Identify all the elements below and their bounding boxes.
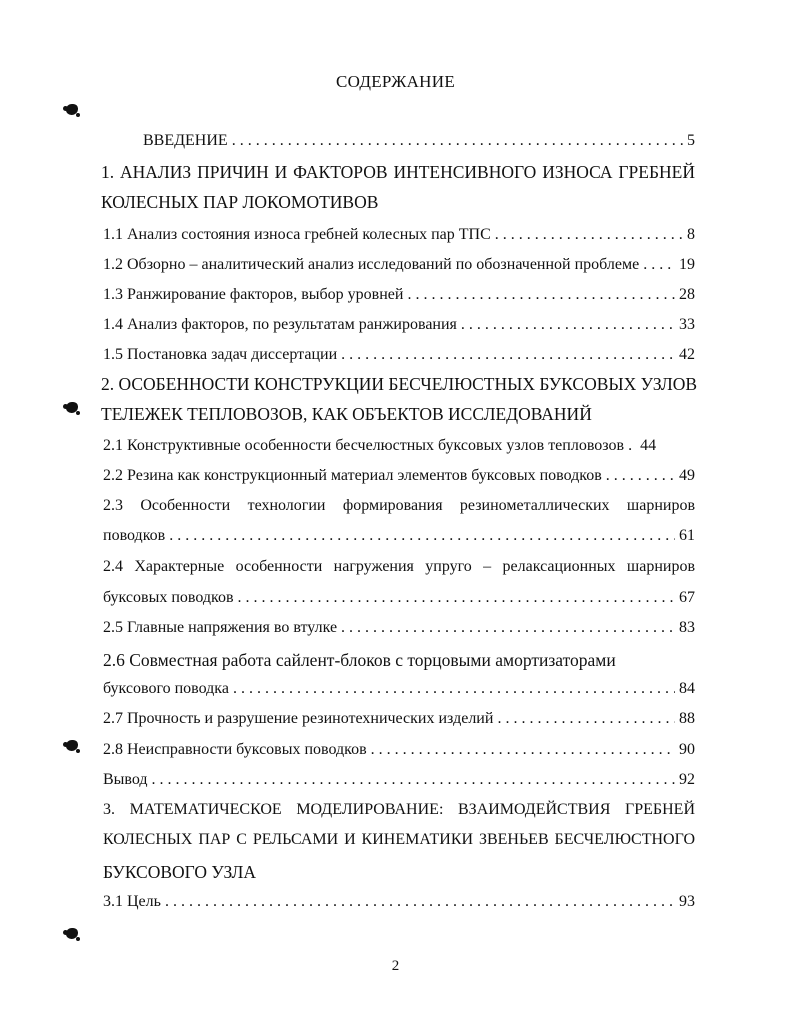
ink-blot <box>66 740 78 751</box>
toc-entry-2-1[interactable] <box>103 437 695 455</box>
chapter-3-heading-cont[interactable]: КОЛЕСНЫХ ПАР С РЕЛЬСАМИ И КИНЕМАТИКИ ЗВЕНЬЕВ БЕСЧЕЛЮСТНОГО <box>103 831 695 848</box>
toc-entry-page: 28 <box>679 286 695 303</box>
toc-entry-label: 1.1 Анализ состояния износа гребней колесных пар ТПС <box>103 226 491 243</box>
toc-entry-page: 92 <box>679 771 695 788</box>
toc-entry-label: 2.5 Главные напряжения во втулке <box>103 619 338 636</box>
toc-entry-1-1[interactable] <box>103 226 695 244</box>
page-number: 2 <box>391 958 400 974</box>
toc-entry-label: 2.1 Конструктивные особенности бесчелюстных буксовых узлов тепловозов <box>103 437 625 454</box>
toc-entry-page: 83 <box>679 619 695 636</box>
leader-dots <box>606 467 675 485</box>
toc-entry-page: 5 <box>687 132 695 149</box>
leader-dots <box>497 710 675 728</box>
toc-entry-2-4[interactable]: 2.4 Характерные особенности нагружения упруго – релаксационных шарниров <box>103 558 695 575</box>
leader-dots <box>233 680 675 698</box>
toc-entry-1-3[interactable] <box>103 286 695 304</box>
leader-dots <box>341 346 675 364</box>
toc-entry-page: 90 <box>679 741 695 758</box>
toc-entry-1-5[interactable] <box>103 346 695 364</box>
toc-entry-2-6[interactable]: 2.6 Совместная работа сайлент-блоков с торцовыми амортизаторами <box>103 650 616 670</box>
toc-entry-label: ВВЕДЕНИЕ <box>143 132 228 149</box>
toc-entry-label: 1.3 Ранжирование факторов, выбор уровней <box>103 286 404 303</box>
chapter-1-heading-cont[interactable]: КОЛЕСНЫХ ПАР ЛОКОМОТИВОВ <box>101 192 379 212</box>
toc-entry-2-5[interactable] <box>103 619 695 637</box>
toc-entry-label: 3.1 Цель <box>103 893 161 910</box>
chapter-2-heading[interactable]: 2. ОСОБЕННОСТИ КОНСТРУКЦИИ БЕСЧЕЛЮСТНЫХ БУКСОВЫХ УЗЛОВ <box>101 374 698 394</box>
ink-blot <box>66 928 78 939</box>
chapter-2-heading-cont[interactable]: ТЕЛЕЖЕК ТЕПЛОВОЗОВ, КАК ОБЪЕКТОВ ИССЛЕДОВАНИЙ <box>101 404 592 424</box>
toc-entry-page: 8 <box>687 226 695 243</box>
toc-entry-page: 44 <box>640 437 657 454</box>
toc-entry-2-8[interactable] <box>103 741 695 759</box>
toc-entry-conclusion[interactable] <box>103 771 695 789</box>
chapter-1-heading[interactable]: 1. АНАЛИЗ ПРИЧИН И ФАКТОРОВ ИНТЕНСИВНОГО ИЗНОСА ГРЕБНЕЙ <box>101 162 695 182</box>
toc-entry-label: 2.2 Резина как конструкционный материал элементов буксовых поводков <box>103 467 602 484</box>
toc-entry-page: 42 <box>679 346 695 363</box>
leader-dots <box>407 286 675 304</box>
toc-entry-page: 67 <box>679 589 695 606</box>
toc-entry-page: 93 <box>679 893 695 910</box>
toc-entry-label: 2.7 Прочность и разрушение резинотехнических изделий <box>103 710 494 727</box>
toc-entry-page: 84 <box>679 680 695 697</box>
toc-entry-1-4[interactable] <box>103 316 695 334</box>
toc-entry-page: 49 <box>679 467 695 484</box>
leader-dots <box>152 771 675 789</box>
toc-entry-label: 1.4 Анализ факторов, по результатам ранжирования <box>103 316 457 333</box>
toc-entry-3-1[interactable] <box>103 893 695 911</box>
leader-dots <box>165 893 675 911</box>
toc-entry-label: буксовых поводков <box>103 589 234 606</box>
ink-blot <box>66 402 78 413</box>
chapter-3-heading-cont2[interactable]: БУКСОВОГО УЗЛА <box>103 862 257 882</box>
toc-entry-label: 2.8 Неисправности буксовых поводков <box>103 741 367 758</box>
toc-entry-2-6-cont[interactable] <box>103 680 695 698</box>
chapter-3-heading[interactable]: 3. МАТЕМАТИЧЕСКОЕ МОДЕЛИРОВАНИЕ: ВЗАИМОДЕЙСТВИЯ ГРЕБНЕЙ <box>103 801 695 818</box>
toc-entry-intro[interactable] <box>143 132 695 150</box>
toc-entry-page: 33 <box>679 316 695 333</box>
toc-entry-2-3-cont[interactable] <box>103 527 695 545</box>
leader-dots <box>643 256 675 274</box>
ink-blot <box>66 104 78 115</box>
toc-entry-2-3[interactable]: 2.3 Особенности технологии формирования резинометаллических шарниров <box>103 497 695 514</box>
toc-entry-2-7[interactable] <box>103 710 695 728</box>
toc-entry-2-2[interactable] <box>103 467 695 485</box>
toc-entry-label: 1.2 Обзорно – аналитический анализ исследований по обозначенной проблеме <box>103 256 640 273</box>
toc-entry-page: 88 <box>679 710 695 727</box>
leader-dots <box>169 527 675 545</box>
toc-entry-label: Вывод <box>103 771 148 788</box>
leader-dots <box>341 619 675 637</box>
toc-entry-label: буксового поводка <box>103 680 229 697</box>
leader-dots <box>371 741 675 759</box>
toc-title: СОДЕРЖАНИЕ <box>335 72 456 91</box>
toc-entry-2-4-cont[interactable] <box>103 589 695 607</box>
toc-entry-page: 19 <box>679 256 695 273</box>
leader-dots <box>238 589 675 607</box>
toc-entry-label: поводков <box>103 527 166 544</box>
toc-entry-1-2[interactable] <box>103 256 695 274</box>
leader-dots <box>628 437 636 455</box>
leader-dots <box>232 132 683 150</box>
toc-entry-page: 61 <box>679 527 695 544</box>
toc-entry-label: 1.5 Постановка задач диссертации <box>103 346 338 363</box>
leader-dots <box>461 316 675 334</box>
leader-dots <box>495 226 683 244</box>
